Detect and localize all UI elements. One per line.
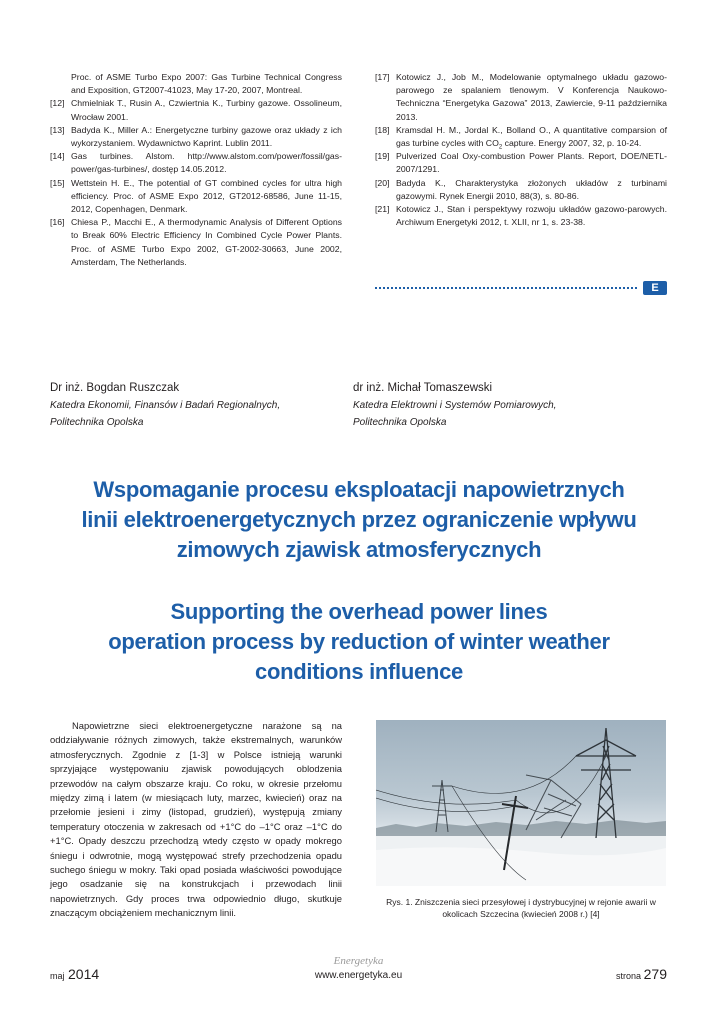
references-right-column bbox=[375, 71, 667, 229]
body-paragraph: Napowietrzne sieci elektroenergetyczne narażone są na oddziaływanie różnych zimowych, także ekstremalnych, warunków atmosferycznych. Zgodnie z [1-3] w Polsce istnieją warunki sprzyjające występowaniu zjawisk powodujących oblodzenia przewodów na całym obszarze kraju. Co roku, w okresie przełomu między zimą i latem (w miesiącach luty, marzec, kwiecień) oraz na przełomie jesieni i zimy (listopad, grudzień), występują zmiany temperatury otoczenia w zakresach od +1°C do –1°C oraz –1°C do +1°C. Opady deszczu przechodzą wtedy często w opady mokrego śniegu i odwrotnie, mogą występować strefy przechodzenia opadu suchego śniegu w mokry. Taki opad posiada właściwości powodujące jego osadzanie się na konstrukcjach i przewodach linii napowietrznych. Gdy proces trwa odpowiednio długo, skutkuje znaczącym obciążeniem mechanicznym linii. bbox=[50, 720, 342, 919]
reference-item bbox=[50, 216, 342, 269]
reference-item bbox=[50, 97, 342, 123]
author-affiliation: Katedra Ekonomii, Finansów i Badań Regionalnych, bbox=[50, 400, 281, 411]
reference-number: [18] bbox=[375, 124, 390, 135]
reference-item bbox=[50, 124, 342, 150]
reference-text: capture. Energy 2007, 32, p. 10-24. bbox=[502, 138, 642, 149]
reference-item bbox=[50, 177, 342, 217]
reference-text: Chiesa P., Macchi E., A thermodynamic Analysis of Different Options to Break 60% Electric Efficiency In Combined Cycle Power Plants. Proc. of ASME Turbo Expo 2002, GT-2002-30663, June 2002, Amsterdam, The Netherlands. bbox=[71, 217, 342, 267]
photo-illustration bbox=[376, 720, 666, 886]
page-number: 279 bbox=[643, 966, 667, 982]
issue-month: maj bbox=[50, 971, 65, 981]
author-name: dr inż. Michał Tomaszewski bbox=[353, 382, 493, 394]
article-title-polish bbox=[40, 475, 678, 565]
figure-photo-damaged-power-lines bbox=[376, 720, 666, 886]
reference-number: [21] bbox=[375, 204, 390, 215]
reference-text: Pulverized Coal Oxy-combustion Power Plants. Report, DOE/NETL-2007/1291. bbox=[396, 151, 667, 175]
reference-text: Kotowicz J., Stan i perspektywy rozwoju układów gazowo-parowych. Archiwum Energetyki 2012, t. XLII, nr 1, s. 23-38. bbox=[396, 204, 667, 228]
reference-text: Kramsdal H. M., Jordal K., Bolland O., A quantitative comparsion of gas turbine cycles with CO bbox=[396, 124, 667, 149]
author-block bbox=[50, 380, 340, 431]
subscript: 2 bbox=[498, 144, 503, 151]
reference-text: Proc. of ASME Turbo Expo 2007: Gas Turbine Technical Congress and Exposition, GT2007-41023, May 17-20, 2007, Montreal. bbox=[71, 72, 342, 96]
title-line: operation process by reduction of winter weather bbox=[108, 629, 610, 654]
page-label: strona bbox=[615, 971, 641, 981]
reference-number: [12] bbox=[50, 98, 65, 109]
reference-text: Gas turbines. Alstom. http://www.alstom.com/power/fossil/gas-power/gas-turbines/, dostęp 14.05.2012. bbox=[71, 151, 342, 175]
reference-number: [15] bbox=[50, 177, 65, 188]
figure-caption: Rys. 1. Zniszczenia sieci przesyłowej i dystrybucyjnej w rejonie awarii w okolicach Szczecina (kwiecień 2008 r.) [4] bbox=[386, 897, 656, 919]
reference-item bbox=[375, 124, 667, 150]
reference-text: Kotowicz J., Job M., Modelowanie optymalnego układu gazowo-parowego ze spalaniem tlenowym. V Konferencja Naukowo-Techniczna “Energetyka Gazowa” 2013, Zawiercie, 9-11 października 2013. bbox=[396, 72, 667, 122]
references-left-column bbox=[50, 71, 342, 269]
reference-text: Badyda K., Miller A.: Energetyczne turbiny gazowe oraz układy z ich wykorzystaniem. Wydawnictwo Kaprint. Lublin 2011. bbox=[71, 124, 342, 149]
author-affiliation: Katedra Elektrowni i Systemów Pomiarowych, bbox=[353, 400, 557, 411]
reference-text: Chmielniak T., Rusin A., Czwiertnia K., Turbiny gazowe. Ossolineum, Wrocław 2001. bbox=[71, 98, 342, 122]
title-line: Supporting the overhead power lines bbox=[170, 599, 548, 624]
reference-item bbox=[375, 71, 667, 124]
title-line: linii elektroenergetycznych przez ograniczenie wpływu bbox=[81, 507, 637, 532]
energetyka-logo-icon: E bbox=[643, 281, 667, 295]
page-footer bbox=[50, 957, 667, 981]
journal-url[interactable]: www.energetyka.eu bbox=[314, 970, 403, 981]
reference-number: [13] bbox=[50, 124, 65, 135]
author-name: Dr inż. Bogdan Ruszczak bbox=[50, 382, 180, 394]
issue-year: 2014 bbox=[68, 966, 100, 982]
reference-number: [14] bbox=[50, 151, 65, 162]
article-end-mark bbox=[375, 281, 667, 295]
reference-item bbox=[50, 71, 342, 97]
reference-text: Wettstein H. E., The potential of GT combined cycles for ultra high efficiency. Proc. of ASME Expo 2012, GT2012-68586, June 11-15, 2012, Copenhagen, Denmark. bbox=[71, 177, 342, 215]
reference-number: [17] bbox=[375, 72, 390, 82]
author-block bbox=[353, 380, 663, 431]
title-line: conditions influence bbox=[255, 659, 463, 684]
author-university: Politechnika Opolska bbox=[353, 417, 447, 428]
title-line: zimowych zjawisk atmosferycznych bbox=[176, 537, 542, 562]
reference-number: [19] bbox=[375, 151, 390, 162]
reference-item bbox=[375, 203, 667, 229]
reference-text: Badyda K., Charakterystyka złożonych układów z turbinami gazowymi. Rynek Energii 2010, 88(3), s. 80-86. bbox=[396, 177, 667, 201]
reference-item bbox=[50, 150, 342, 176]
dotted-divider bbox=[375, 287, 637, 289]
reference-item bbox=[375, 177, 667, 203]
article-title-english bbox=[40, 597, 678, 687]
reference-number: [20] bbox=[375, 177, 390, 188]
reference-number: [16] bbox=[50, 217, 65, 228]
title-line: Wspomaganie procesu eksploatacji napowietrznych bbox=[93, 477, 625, 502]
reference-item bbox=[375, 150, 667, 176]
author-university: Politechnika Opolska bbox=[50, 417, 144, 428]
journal-logo: Energetyka bbox=[333, 955, 384, 967]
